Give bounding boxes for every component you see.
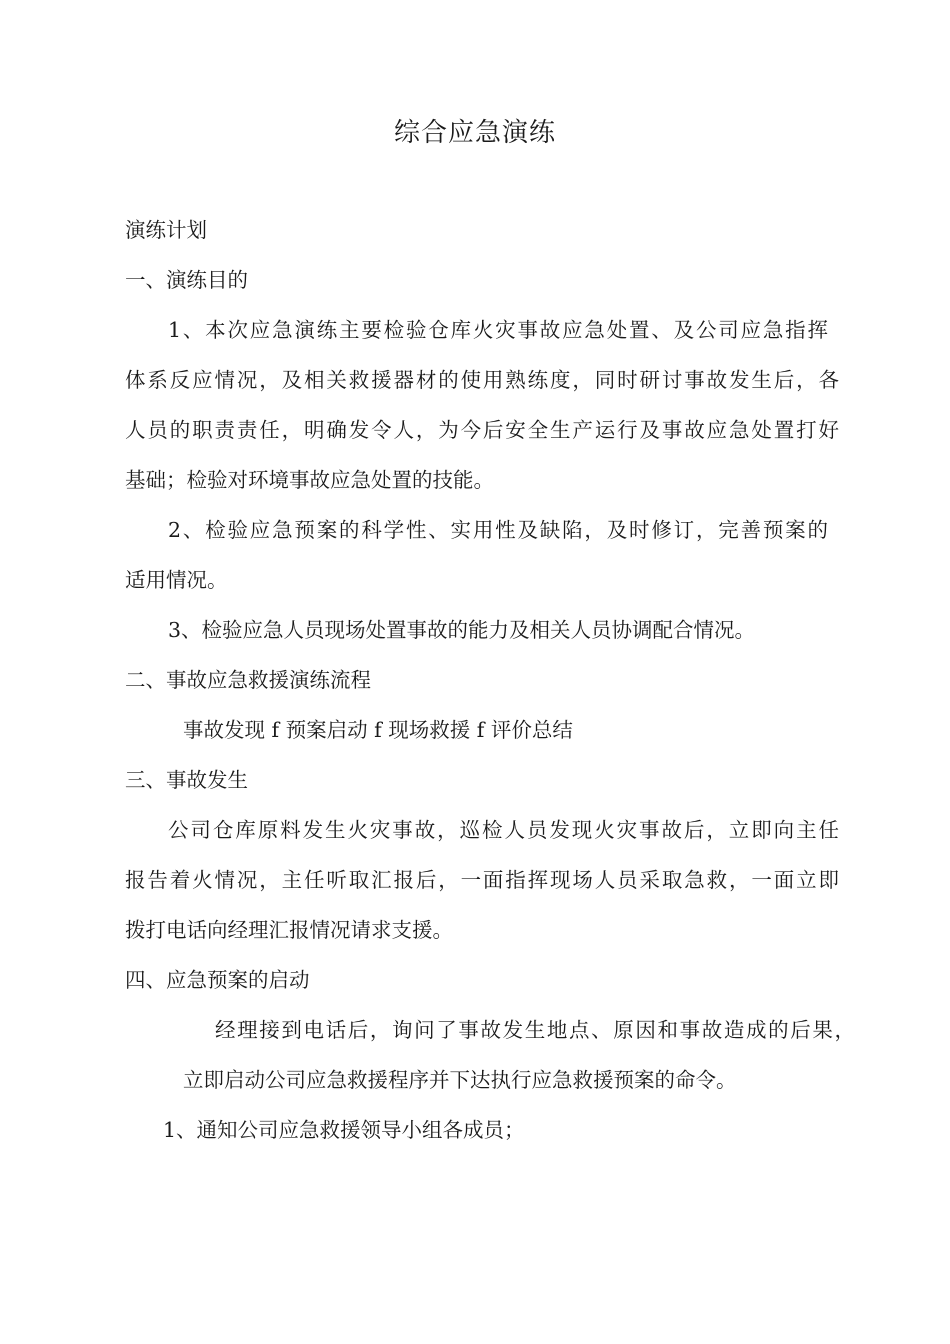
section4-heading: 四、应急预案的启动 <box>125 968 310 992</box>
document-title: 综合应急演练 <box>393 118 556 148</box>
section4-line2: 立即启动公司应急救援程序并下达执行应急救援预案的命令。 <box>183 1068 737 1092</box>
section1-item1-line4: 基础；检验对环境事故应急处置的技能。 <box>125 468 494 492</box>
section1-item1-line1: 1、本次应急演练主要检验仓库火灾事故应急处置、及公司应急指挥 <box>168 318 828 342</box>
section4-line1: 经理接到电话后，询问了事故发生地点、原因和事故造成的后果， <box>215 1018 855 1042</box>
section1-item2-line1: 2、检验应急预案的科学性、实用性及缺陷，及时修订，完善预案的 <box>168 518 828 542</box>
section1-heading: 一、演练目的 <box>125 268 248 292</box>
section3-heading: 三、事故发生 <box>125 768 248 792</box>
section2-flow: 事故发现 f 预案启动 f 现场救援 f 评价总结 <box>183 718 573 742</box>
section1-item2-line2: 适用情况。 <box>125 568 228 592</box>
section4-item1: 1、通知公司应急救援领导小组各成员； <box>163 1118 525 1142</box>
section1-item1-line2: 体系反应情况，及相关救援器材的使用熟练度，同时研讨事故发生后，各 <box>125 368 839 392</box>
plan-heading: 演练计划 <box>125 218 207 242</box>
section1-item3: 3、检验应急人员现场处置事故的能力及相关人员协调配合情况。 <box>168 618 756 642</box>
section3-line2: 报告着火情况，主任听取汇报后，一面指挥现场人员采取急救，一面立即 <box>125 868 839 892</box>
section3-line3: 拨打电话向经理汇报情况请求支援。 <box>125 918 453 942</box>
section1-item1-line3: 人员的职责责任，明确发令人，为今后安全生产运行及事故应急处置打好 <box>125 418 839 442</box>
section3-line1: 公司仓库原料发生火灾事故，巡检人员发现火灾事故后，立即向主任 <box>168 818 839 842</box>
section2-heading: 二、事故应急救援演练流程 <box>125 668 371 692</box>
